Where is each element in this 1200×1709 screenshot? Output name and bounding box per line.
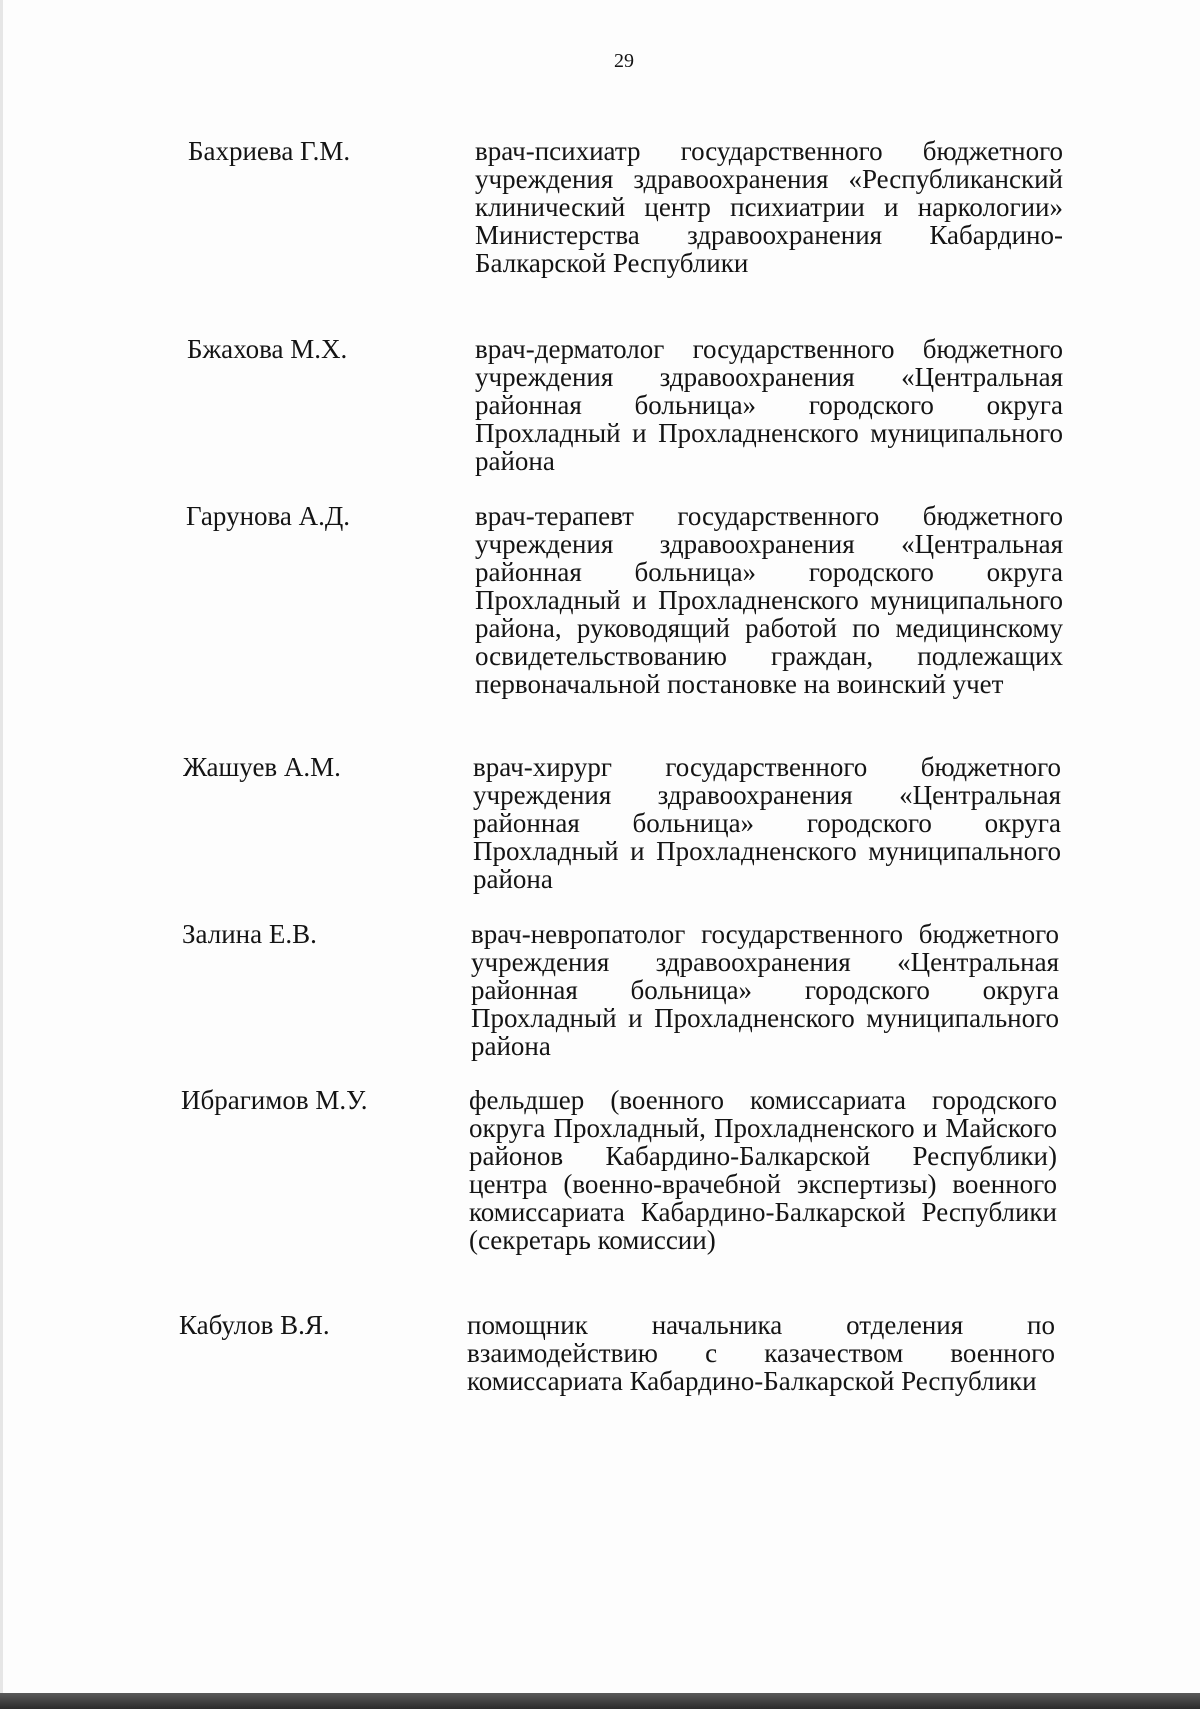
scan-bottom-edge (0, 1693, 1200, 1709)
member-name: Бахриева Г.М. (188, 136, 351, 166)
member-position: помощник начальника отделения по взаимодействию с казачеством военного комиссариата Кабардино-Балкарской Республики (467, 1310, 1055, 1396)
member-name: Жашуев А.М. (183, 752, 341, 782)
member-position: врач-психиатр государственного бюджетного учреждения здравоохранения «Республиканский клинический центр психиатрии и наркологии» Министерства здравоохранения Кабардино-Балкарской Республики (475, 136, 1063, 278)
member-position: врач-дерматолог государственного бюджетного учреждения здравоохранения «Центральная районная больница» городского округа Прохладный и Прохладненского муниципального района (475, 334, 1063, 476)
scan-left-edge (0, 0, 3, 1709)
member-name: Ибрагимов М.У. (181, 1085, 368, 1115)
member-name: Залина Е.В. (182, 919, 317, 949)
page-number: 29 (614, 50, 634, 72)
member-name: Бжахова М.Х. (187, 334, 348, 364)
member-position: фельдшер (военного комиссариата городского округа Прохладный, Прохладненского и Майского районов Кабардино-Балкарской Республики) центра (военно-врачебной экспертизы) военного комиссариата Кабардино-Балкарской Республики (секретарь комиссии) (469, 1085, 1057, 1255)
member-name: Кабулов В.Я. (179, 1310, 330, 1340)
member-position: врач-хирург государственного бюджетного учреждения здравоохранения «Центральная районная больница» городского округа Прохладный и Прохладненского муниципального района (473, 752, 1061, 894)
member-name: Гарунова А.Д. (186, 501, 351, 531)
member-position: врач-терапевт государственного бюджетного учреждения здравоохранения «Центральная районная больница» городского округа Прохладный и Прохладненского муниципального района, руководящий работой по медицинскому освидетельствованию граждан, подлежащих первоначальной постановке на воинский учет (475, 501, 1063, 699)
member-position: врач-невропатолог государственного бюджетного учреждения здравоохранения «Центральная районная больница» городского округа Прохладный и Прохладненского муниципального района (471, 919, 1059, 1061)
